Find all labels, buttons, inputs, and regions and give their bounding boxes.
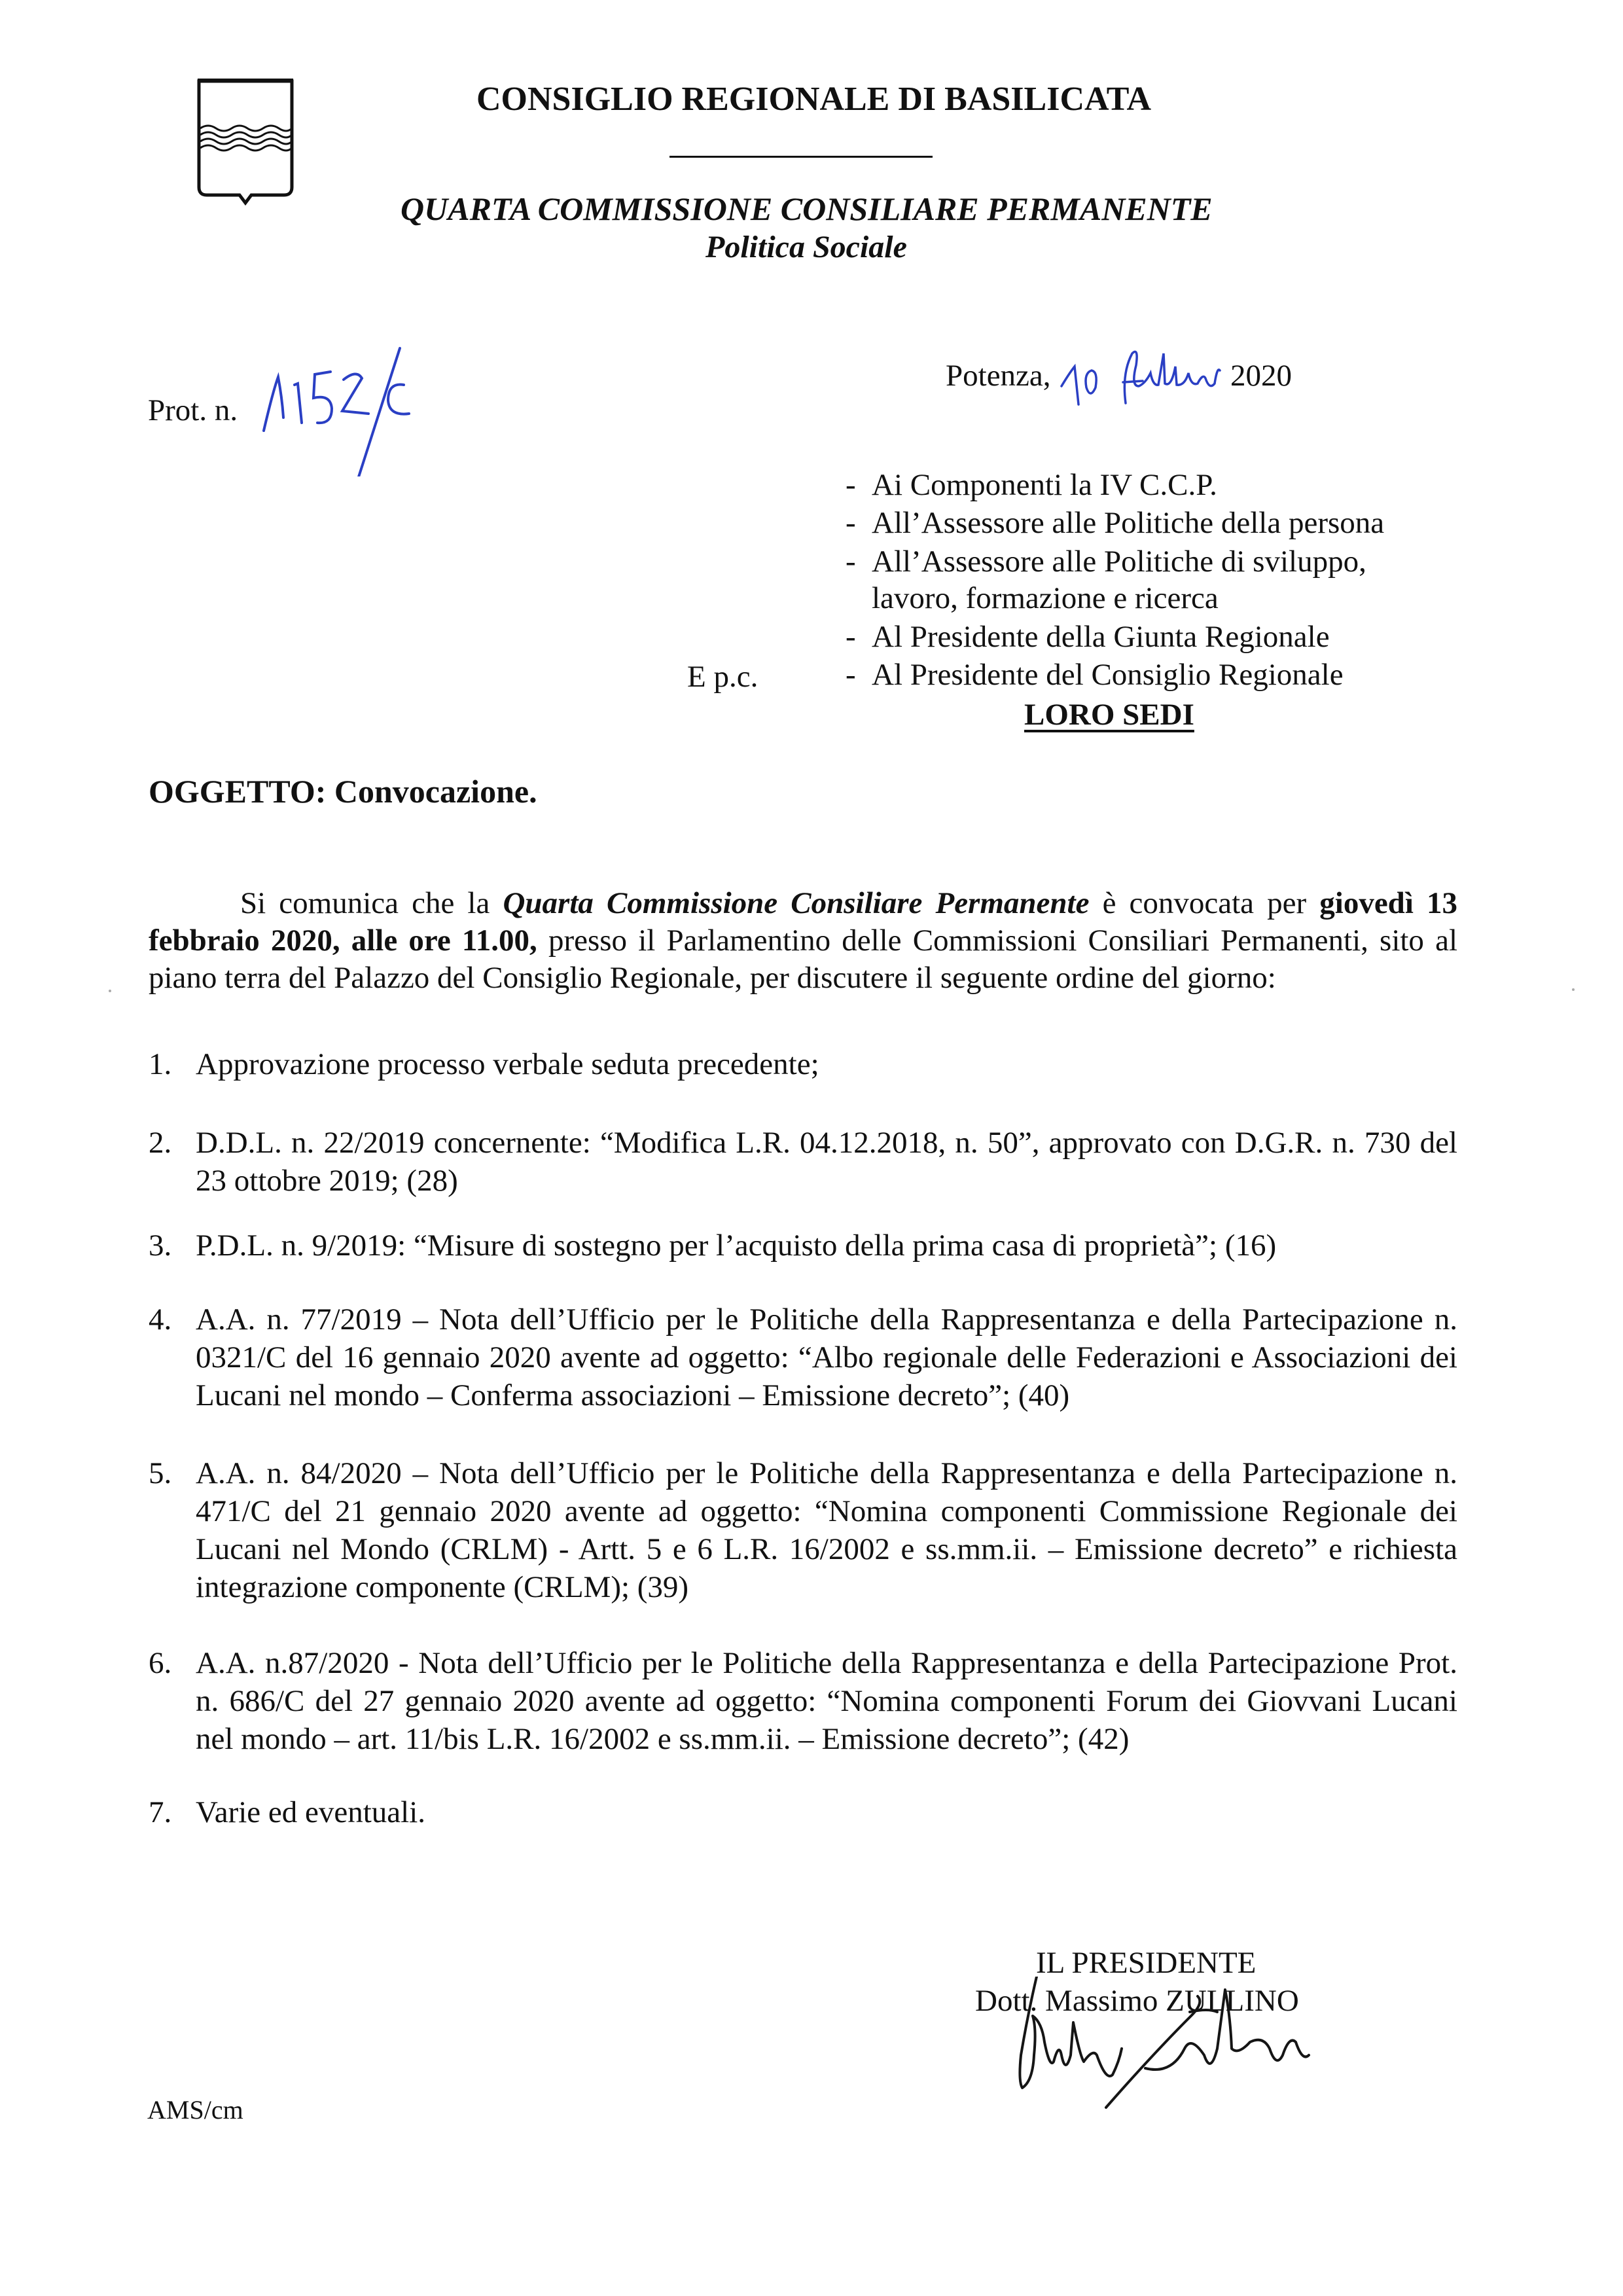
protocol-label: Prot. n. xyxy=(148,393,238,427)
agenda-item: 2. D.D.L. n. 22/2019 concernente: “Modifica L.R. 04.12.2018, n. 50”, approvato con D.G.R. n. 730 del 23 ottobre 2019; (28) xyxy=(149,1126,1457,1198)
scan-speck xyxy=(109,990,111,992)
agenda-item: 6. A.A. n.87/2020 - Nota dell’Ufficio per le Politiche della Rappresentanza e della Partecipazione Prot. n. 686/C del 27 gennaio 2020 avente ad oggetto: “Nomina componenti Forum dei Giovvani Lucani nel mondo – art. 11/bis L.R. 16/2002 e ss.mm.ii. – Emissione decreto”; (42) xyxy=(149,1646,1457,1756)
subject-label: OGGETTO: xyxy=(149,773,327,810)
recipient-item: - All’Assessore alle Politiche di sviluppo, xyxy=(846,545,1366,579)
author-reference: AMS/cm xyxy=(147,2095,243,2125)
agenda-item: 5. A.A. n. 84/2020 – Nota dell’Ufficio per le Politiche della Rappresentanza e della Partecipazione n. 471/C del 21 gennaio 2020 avente ad oggetto: “Nomina componenti Commissione Regionale dei Lucani nel Mondo (CRLM) - Artt. 5 e 6 L.R. 16/2002 e ss.mm.ii. – Emissione decreto” e richiesta integrazione componente (CRLM); (39) xyxy=(149,1456,1457,1604)
date-label: Potenza, xyxy=(946,359,1051,393)
commission-area: Politica Sociale xyxy=(705,230,907,264)
handwritten-protocol-number xyxy=(259,346,455,476)
recipient-item: - All’Assessore alle Politiche della persona xyxy=(846,506,1385,540)
intro-paragraph: Si comunica che la Quarta Commissione Consiliare Permanente è convocata per giovedì 13 febbraio 2020, alle ore 11.00, presso il Parlamentino delle Commissioni Consiliari Permanenti, sito al piano terra del Palazzo del Consiglio Regionale, per discutere il seguente ordine del giorno: xyxy=(149,886,1458,995)
commission-name-emphasis: Quarta Commissione Consiliare Permanente xyxy=(503,886,1090,920)
organization-title: CONSIGLIO REGIONALE DI BASILICATA xyxy=(476,81,1152,118)
recipient-item: - Ai Componenti la IV C.C.P. xyxy=(846,468,1217,502)
header-divider xyxy=(669,156,933,158)
meeting-datetime: giovedì 13 febbraio 2020, alle ore 11.00, xyxy=(149,886,1457,958)
signature-scribble-icon xyxy=(982,1977,1387,2121)
agenda-item: 3. P.D.L. n. 9/2019: “Misure di sostegno per l’acquisto della prima casa di proprietà”; (16) xyxy=(149,1229,1277,1263)
basilicata-shield-icon xyxy=(196,77,294,207)
subject-line xyxy=(149,772,537,810)
recipient-item: - Al Presidente della Giunta Regionale xyxy=(846,620,1330,654)
recipient-item-continuation: lavoro, formazione e ricerca xyxy=(872,581,1219,615)
recipient-item: - Al Presidente del Consiglio Regionale xyxy=(846,658,1344,692)
scan-speck xyxy=(1572,988,1575,991)
signatory-name: Dott. Massimo ZULLINO xyxy=(975,1984,1299,2018)
date-year: 2020 xyxy=(1230,359,1292,393)
agenda-item: 1. Approvazione processo verbale seduta precedente; xyxy=(149,1047,819,1081)
subject-text: Convocazione. xyxy=(334,773,537,810)
agenda-item: 4. A.A. n. 77/2019 – Nota dell’Ufficio per le Politiche della Rappresentanza e della Partecipazione n. 0321/C del 16 gennaio 2020 avente ad oggetto: “Albo regionale delle Federazioni e Associazioni dei Lucani nel mondo – Conferma associazioni – Emissione decreto”; (40) xyxy=(149,1302,1457,1412)
agenda-item: 7. Varie ed eventuali. xyxy=(149,1795,426,1829)
loro-sedi-closing: LORO SEDI xyxy=(1024,698,1194,732)
cc-label: E p.c. xyxy=(687,660,758,694)
commission-title: QUARTA COMMISSIONE CONSILIARE PERMANENTE xyxy=(401,190,1213,227)
signatory-title: IL PRESIDENTE xyxy=(1036,1946,1257,1980)
